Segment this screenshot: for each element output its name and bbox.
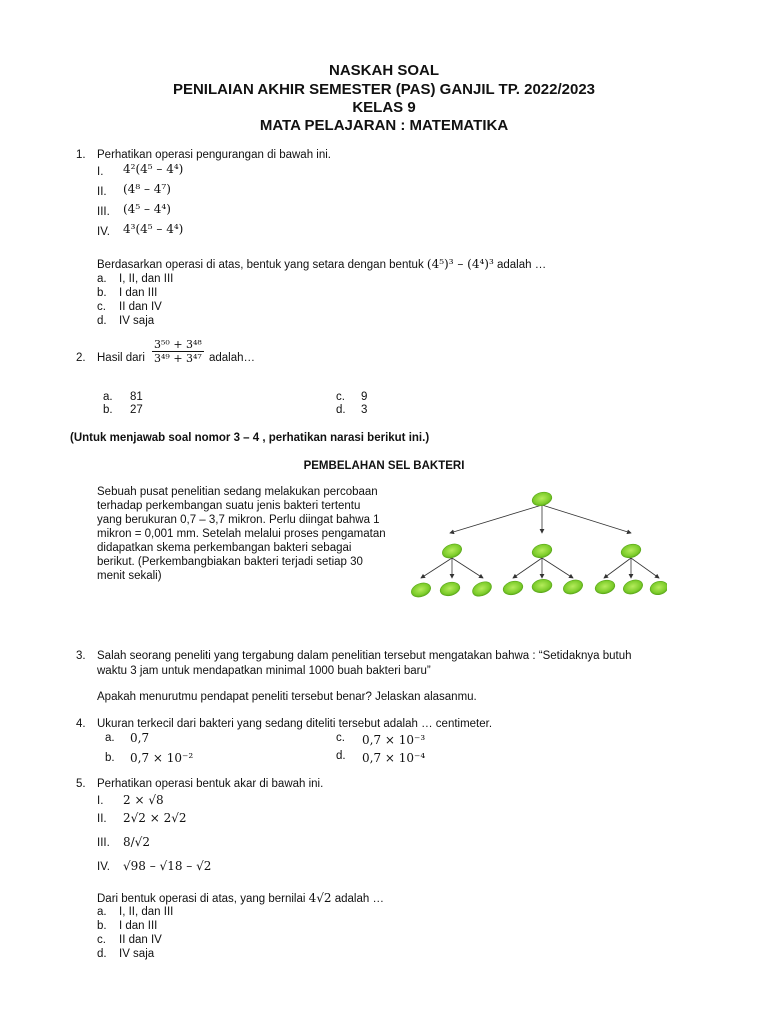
- q1-item-label: III.: [97, 206, 110, 218]
- q5-question-expr: 4√2: [308, 891, 332, 905]
- q2-option-text: 3: [361, 404, 368, 416]
- q5-option-text: II dan IV: [119, 934, 162, 946]
- q5-option-text: I, II, dan III: [119, 906, 174, 918]
- q2-option-label: d.: [336, 404, 346, 416]
- q3-line1: Salah seorang peneliti yang tergabung dalam penelitian tersebut mengatakan bahwa : “Setidaknya butuh: [97, 650, 632, 662]
- q4-number: 4.: [76, 718, 86, 730]
- q2-denominator: 3⁴⁹ + 3⁴⁷: [154, 352, 202, 365]
- q4-option-text: 0,7: [130, 731, 150, 745]
- q1-question-expr: (4⁵)³ – (4⁴)³: [426, 257, 494, 271]
- q5-item-expr: 2√2 × 2√2: [123, 811, 187, 825]
- q1-item-label: I.: [97, 166, 104, 178]
- q5-item-label: IV.: [97, 861, 111, 873]
- q2-option-text: 27: [130, 404, 143, 416]
- q2-text-pre: Hasil dari: [97, 352, 145, 364]
- title-class: KELAS 9: [352, 99, 416, 116]
- q3-number: 3.: [76, 650, 86, 662]
- q4-option-label: d.: [336, 750, 346, 762]
- q5-option-text: I dan III: [119, 920, 158, 932]
- q1-item-expr: (4⁸ – 4⁷): [123, 182, 171, 196]
- q2-text-post: adalah…: [209, 352, 256, 364]
- q5-option-text: IV saja: [119, 948, 155, 960]
- q5-question-pre: Dari bentuk operasi di atas, yang bernilai: [97, 893, 306, 905]
- q2-number: 2.: [76, 352, 86, 364]
- q1-option-text: I, II, dan III: [119, 273, 174, 285]
- q1-item-expr: 4³(4⁵ – 4⁴): [123, 222, 184, 236]
- q5-item-expr: 8/√2: [123, 835, 150, 849]
- q2-option-label: b.: [103, 404, 113, 416]
- q1-item-expr: 4²(4⁵ – 4⁴): [123, 162, 184, 176]
- q4-text: Ukuran terkecil dari bakteri yang sedang diteliti tersebut adalah … centimeter.: [97, 718, 493, 730]
- q5-item-label: III.: [97, 837, 110, 849]
- q2-option-text: 9: [361, 391, 368, 403]
- q1-number: 1.: [76, 149, 86, 161]
- q5-option-label: c.: [97, 934, 106, 946]
- q4-option-label: c.: [336, 732, 345, 744]
- q1-question-pre: Berdasarkan operasi di atas, bentuk yang setara dengan bentuk: [97, 259, 424, 271]
- q1-text: Perhatikan operasi pengurangan di bawah ini.: [97, 149, 331, 161]
- q4-option-text: 0,7 × 10⁻⁴: [362, 751, 426, 765]
- q1-option-label: b.: [97, 287, 107, 299]
- q5-item-label: I.: [97, 795, 104, 807]
- q4-option-label: a.: [105, 732, 115, 744]
- q5-text: Perhatikan operasi bentuk akar di bawah ini.: [97, 778, 324, 790]
- q1-option-text: I dan III: [119, 287, 158, 299]
- q1-item-expr: (4⁵ – 4⁴): [123, 202, 171, 216]
- title-exam-name: PENILAIAN AKHIR SEMESTER (PAS) GANJIL TP. 2022/2023: [172, 81, 596, 98]
- q5-item-expr: 2 × √8: [123, 793, 164, 807]
- q4-option-text: 0,7 × 10⁻²: [130, 751, 194, 765]
- q5-question-post: adalah …: [334, 893, 384, 905]
- q2-option-label: c.: [336, 391, 345, 403]
- q5-item-label: II.: [97, 813, 107, 825]
- q1-item-label: II.: [97, 186, 107, 198]
- q5-option-label: a.: [97, 906, 107, 918]
- q2-numerator: 3⁵⁰ + 3⁴⁸: [154, 338, 202, 351]
- q3-line3: Apakah menurutmu pendapat peneliti tersebut benar? Jelaskan alasanmu.: [97, 691, 477, 703]
- q1-option-text: II dan IV: [119, 301, 162, 313]
- q1-question-post: adalah …: [496, 259, 547, 271]
- q1-option-text: IV saja: [119, 315, 155, 327]
- q1-item-label: IV.: [97, 226, 111, 238]
- q5-item-expr: √98 – √18 – √2: [123, 859, 212, 873]
- title-subject: MATA PELAJARAN : MATEMATIKA: [259, 117, 509, 134]
- q4-option-label: b.: [105, 752, 115, 764]
- narrative-body: Sebuah pusat penelitian sedang melakukan percobaan terhadap perkembangan suatu jenis bakteri tertentu yang berukuran 0,7 – 3,7 mikron. Perlu diingat bahwa 1 mikron = 0,001 mm. Setelah melalui proses pengamatan didapatkan skema perkembangan bakteri sebagai berikut. (Perkembangbiakan bakteri terjadi setiap 30 menit sekali): [97, 486, 386, 582]
- q1-option-label: c.: [97, 301, 106, 313]
- narrative-title: PEMBELAHAN SEL BAKTERI: [303, 460, 465, 472]
- q2-option-label: a.: [103, 391, 113, 403]
- q3-line2: waktu 3 jam untuk mendapatkan minimal 1000 buah bakteri baru”: [97, 665, 431, 677]
- q2-option-text: 81: [130, 391, 143, 403]
- bacteria-division-diagram: [405, 483, 667, 608]
- instruction-text: (Untuk menjawab soal nomor 3 – 4 , perhatikan narasi berikut ini.): [70, 432, 430, 444]
- q1-option-label: a.: [97, 273, 107, 285]
- q5-question: [97, 891, 384, 906]
- q1-question: [97, 257, 546, 272]
- q5-option-label: d.: [97, 948, 107, 960]
- q4-option-text: 0,7 × 10⁻³: [362, 733, 426, 747]
- q1-option-label: d.: [97, 315, 107, 327]
- q2-fraction: [152, 338, 204, 365]
- title-naskah-soal: NASKAH SOAL: [328, 62, 439, 79]
- q5-number: 5.: [76, 778, 86, 790]
- q5-option-label: b.: [97, 920, 107, 932]
